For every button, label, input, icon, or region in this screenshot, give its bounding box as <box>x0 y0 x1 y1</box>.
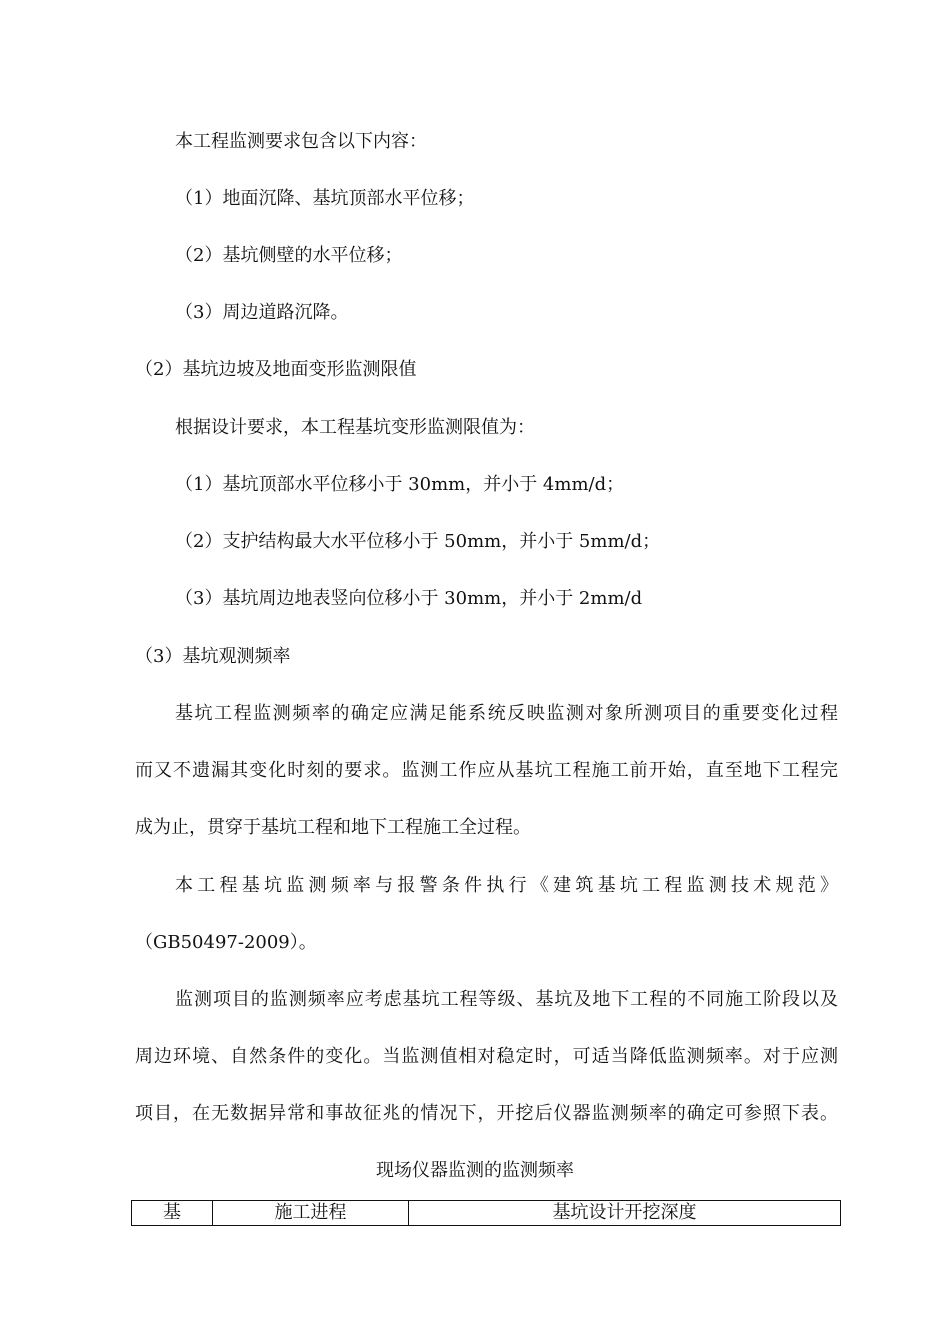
requirement-item: （1）地面沉降、基坑顶部水平位移； <box>175 188 475 209</box>
intro-text: 本工程监测要求包含以下内容： <box>175 131 427 152</box>
paragraph-line: 而又不遗漏其变化时刻的要求。监测工作应从基坑工程施工前开始，直至地下工程完 <box>135 760 838 781</box>
requirement-item: （2）基坑侧壁的水平位移； <box>175 245 403 266</box>
paragraph-line: 成为止，贯穿于基坑工程和地下工程施工全过程。 <box>135 817 531 838</box>
table-header-cell: 基坑设计开挖深度 <box>409 1201 841 1226</box>
section-heading: （2）基坑边坡及地面变形监测限值 <box>135 359 417 380</box>
paragraph-line: 项目，在无数据异常和事故征兆的情况下，开挖后仪器监测频率的确定可参照下表。 <box>135 1103 838 1124</box>
paragraph-line: （GB50497-2009）。 <box>135 932 317 953</box>
paragraph-line: 本工程基坑监测频率与报警条件执行《建筑基坑工程监测技术规范》 <box>175 875 838 896</box>
limit-item: （3）基坑周边地表竖向位移小于 30mm，并小于 2mm/d <box>175 588 643 609</box>
limits-intro-text: 根据设计要求，本工程基坑变形监测限值为： <box>175 417 535 438</box>
frequency-table <box>131 1200 841 1226</box>
paragraph-line: 基坑工程监测频率的确定应满足能系统反映监测对象所测项目的重要变化过程 <box>175 703 838 724</box>
table-header-cell: 基 <box>132 1201 213 1226</box>
limit-item: （1）基坑顶部水平位移小于 30mm，并小于 4mm/d； <box>175 474 625 495</box>
requirement-item: （3）周边道路沉降。 <box>175 302 349 323</box>
paragraph-line: 监测项目的监测频率应考虑基坑工程等级、基坑及地下工程的不同施工阶段以及 <box>175 989 838 1010</box>
table-header-cell: 施工进程 <box>213 1201 409 1226</box>
paragraph-line: 周边环境、自然条件的变化。当监测值相对稳定时，可适当降低监测频率。对于应测 <box>135 1046 838 1067</box>
table-header-row <box>132 1201 841 1226</box>
table-caption: 现场仪器监测的监测频率 <box>376 1160 574 1181</box>
section-heading: （3）基坑观测频率 <box>135 646 291 667</box>
limit-item: （2）支护结构最大水平位移小于 50mm，并小于 5mm/d； <box>175 531 661 552</box>
